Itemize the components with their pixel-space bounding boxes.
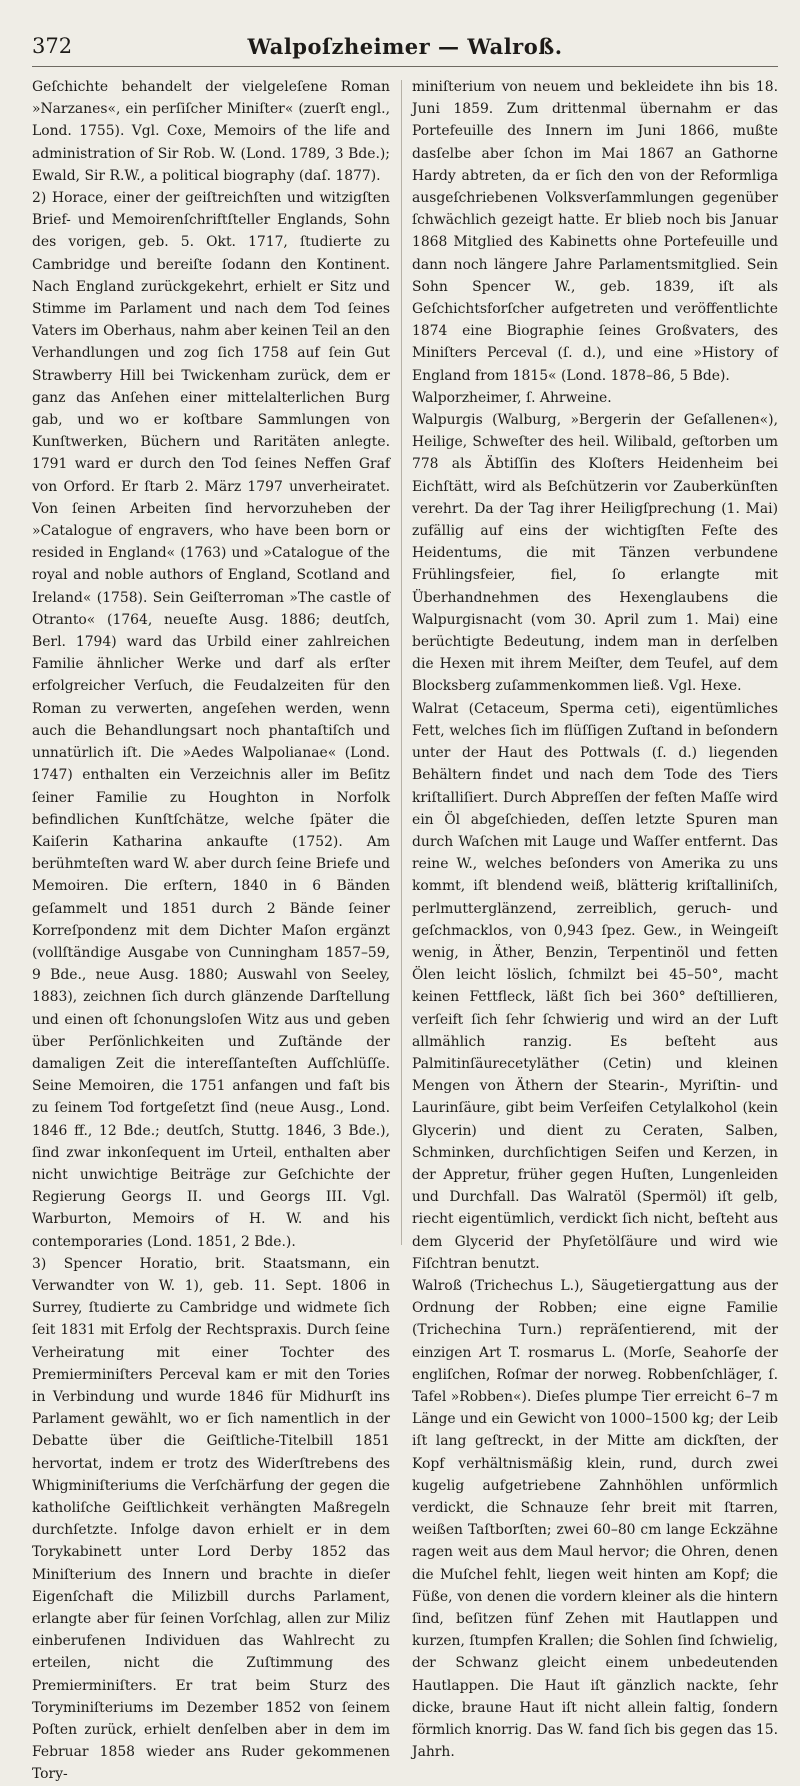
entry-paragraph: Geſchichte behandelt der vielgeleſene Roman »Narzanes«, ein perſiſcher Miniſter« (zuerſt engl., Lond. 1755). Vgl. Coxe, Memoirs of the life and administration of Sir Rob. W. (Lond. 1789, 3 Bde.); Ewald, Sir R.W., a political biography (daſ. 1877). — [32, 79, 390, 184]
left-column — [32, 76, 390, 1786]
right-column — [412, 76, 778, 1763]
entry-walpurgis: Walpurgis (Walburg, »Bergerin der Geſallenen«), Heilige, Schweſter des heil. Wilibald, geſtorben um 778 als Äbtiſſin des Kloſters Heidenheim bei Eichſtätt, wird als Beſchützerin vor Zauberkünſten verehrt. Da der Tag ihrer Heiligſprechung (1. Mai) zufällig auf eins der wichtigſten Feſte des Heidentums, die mit Tänzen verbundene Frühlingsfeier, fiel, ſo erlangte mit Überhandnehmen des Hexenglaubens die Walpurgisnacht (vom 30. April zum 1. Mai) eine berüchtigte Bedeutung, indem man in derſelben die Hexen mit ihrem Meiſter, dem Teufel, auf dem Blocksberg zuſammenkommen ließ. Vgl. Hexe. — [412, 412, 778, 695]
entry-walross: Walroß (Trichechus L.), Säugetiergattung aus der Ordnung der Robben; eine eigne Familie (Trichechina Turn.) repräſentierend, mit der einzigen Art T. rosmarus L. (Morſe, Seahorſe der engliſchen, Roſmar der norweg. Robbenſchläger, ſ. Tafel »Robben«). Dieſes plumpe Tier erreicht 6–7 m Länge und ein Gewicht von 1000–1500 kg; der Leib iſt lang geſtreckt, in der Mitte am dickſten, der Kopf verhältnismäßig klein, rund, durch zwei kugelig aufgetriebene Zahnhöhlen unförmlich verdickt, die Schnauze ſehr breit mit ſtarren, weißen Taſtborſten; zwei 60–80 cm lange Eckzähne ragen weit aus dem Maul hervor; die Ohren, denen die Muſchel fehlt, liegen weit hinten am Kopf; die Füße, von denen die vordern kleiner als die hintern ſind, beſitzen fünf Zehen mit Hautlappen und kurzen, ſtumpfen Krallen; die Sohlen ſind ſchwielig, der Schwanz gleicht einem unbedeutenden Hautlappen. Die Haut iſt gänzlich nackte, ſehr dicke, braune Haut iſt nicht allein faltig, ſondern förmlich knorrig. Das W. fand ſich bis gegen das 15. Jahrh. — [412, 1277, 778, 1761]
entry-paragraph: 2) Horace, einer der geiſtreichſten und witzigſten Brief- und Memoirenſchriftſteller Englands, Sohn des vorigen, geb. 5. Okt. 1717, ſtudierte zu Cambridge und bereiſte ſodann den Kontinent. Nach England zurückgekehrt, erhielt er Sitz und Stimme im Parlament und nach dem Tod ſeines Vaters im Oberhaus, nahm aber keinen Teil an den Verhandlungen und zog ſich 1758 auf ſein Gut Strawberry Hill bei Twickenham zurück, dem er ganz das Anſehen einer mittelalterlichen Burg gab, und wo er koſtbare Sammlungen von Kunſtwerken, Büchern und Raritäten anlegte. 1791 ward er durch den Tod ſeines Neffen Graf von Orford. Er ſtarb 2. März 1797 unverheiratet. Von ſeinen Arbeiten ſind hervorzuheben der »Catalogue of engravers, who have been born or resided in England« (1763) und »Catalogue of the royal and noble authors of England, Scotland and Ireland« (1758). Sein Geiſterroman »The castle of Otranto« (1764, neueſte Ausg. 1886; deutſch, Berl. 1794) ward das Urbild einer zahlreichen Familie ähnlicher Werke und darf als erſter erfolgreicher Verſuch, die Feudalzeiten für den Roman zu verwerten, angeſehen werden, wenn auch die Behandlungsart noch phantaſtiſch und unnatürlich iſt. Die »Aedes Walpolianae« (Lond. 1747) enthalten ein Verzeichnis aller im Beſitz ſeiner Familie zu Houghton in Norfolk befindlichen Kunſtſchätze, welche ſpäter die Kaiſerin Katharina ankaufte (1752). Am berühmteſten ward W. aber durch ſeine Briefe und Memoiren. Die erſtern, 1840 in 6 Bänden geſammelt und 1851 durch 2 Bände ſeiner Korreſpondenz mit dem Dichter Maſon ergänzt (vollſtändige Ausgabe von Cunningham 1857–59, 9 Bde., neue Ausg. 1880; Auswahl von Seeley, 1883), zeichnen ſich durch glänzende Darſtellung und einen oft ſchonungsloſen Witz aus und geben über Perſönlichkeiten und Zuſtände der damaligen Zeit die intereſſanteſten Aufſchlüſſe. Seine Memoiren, die 1751 anfangen und faſt bis zu ſeinem Tod fortgeſetzt ſind (neue Ausg., Lond. 1846 ff., 12 Bde.; deutſch, Stuttg. 1846, 3 Bde.), ſind zwar inkonſequent im Urteil, enthalten aber nicht unwichtige Beiträge zur Geſchichte der Regierung Georgs II. und Georgs III. Vgl. Warburton, Memoirs of H. W. and his contemporaries (Lond. 1851, 2 Bde.). — [32, 190, 390, 1250]
page-header — [32, 34, 778, 67]
column-divider — [401, 80, 402, 1245]
entry-walrat: Walrat (Cetaceum, Sperma ceti), eigentümliches Fett, welches ſich im flüſſigen Zuſtand in beſondern unter der Haut des Pottwals (ſ. d.) liegenden Behältern findet und nach dem Tode des Tiers kriſtalliſiert. Durch Abpreſſen der feſten Maſſe wird ein Öl abgeſchieden, deſſen letzte Spuren man durch Waſchen mit Lauge und Waſſer entfernt. Das reine W., welches beſonders von Amerika zu uns kommt, iſt blendend weiß, blätterig kriſtalliniſch, perlmutterglänzend, zerreiblich, geruch- und geſchmacklos, von 0,943 ſpez. Gew., in Weingeiſt wenig, in Äther, Benzin, Terpentinöl und fetten Ölen leicht löslich, ſchmilzt bei 45–50°, macht keinen Fettfleck, läßt ſich bei 360° deſtillieren, verſeift ſich ſehr ſchwierig und wird an der Luft allmählich ranzig. Es beſteht aus Palmitinſäurecetyläther (Cetin) und kleinen Mengen von Äthern der Stearin-, Myriſtin- und Laurinſäure, gibt beim Verſeifen Cetylalkohol (kein Glycerin) und dient zu Ceraten, Salben, Schminken, durchſichtigen Seifen und Kerzen, in der Appretur, früher gegen Huſten, Lungenleiden und Durchfall. Das Walratöl (Spermöl) iſt gelb, riecht eigentümlich, verdickt ſich nicht, beſteht aus dem Glycerid der Phyſetölſäure und wird wie Fiſchtran benutzt. — [412, 700, 778, 1272]
entry-paragraph: miniſterium von neuem und bekleidete ihn bis 18. Juni 1859. Zum drittenmal übernahm er das Portefeuille des Innern im Juni 1866, mußte dasſelbe aber ſchon im Mai 1867 an Gathorne Hardy abtreten, da er ſich den von der Reformliga ausgeſchriebenen Volksverſammlungen gegenüber ſchwächlich gezeigt hatte. Er blieb noch bis Januar 1868 Mitglied des Kabinetts ohne Portefeuille und dann noch längere Jahre Parlamentsmitglied. Sein Sohn Spencer W., geb. 1839, iſt als Geſchichtsforſcher aufgetreten und veröffentlichte 1874 eine Biographie ſeines Großvaters, des Miniſters Perceval (ſ. d.), und eine »History of England from 1815« (Lond. 1878–86, 5 Bde). — [412, 79, 778, 384]
entry-walporzheimer: Walporzheimer, ſ. Ahrweine. — [412, 389, 612, 406]
entry-paragraph: 3) Spencer Horatio, brit. Staatsmann, ein Verwandter von W. 1), geb. 11. Sept. 1806 in Surrey, ſtudierte zu Cambridge und widmete ſich ſeit 1831 mit Erfolg der Rechtspraxis. Durch ſeine Verheiratung mit einer Tochter des Premierminiſters Perceval kam er mit den Tories in Verbindung und wurde 1846 für Midhurſt ins Parlament gewählt, wo er ſich namentlich in der Debatte über die Geiſtliche-Titelbill 1851 hervortat, indem er trotz des Widerſtrebens des Whigminiſteriums die Verſchärfung der gegen die katholiſche Geiſtlichkeit verhängten Maßregeln durchſetzte. Infolge davon erhielt er in dem Torykabinett unter Lord Derby 1852 das Miniſterium des Innern und brachte in dieſer Eigenſchaft die Milizbill durchs Parlament, erlangte aber für ſeinen Vorſchlag, allen zur Miliz einberufenen Individuen das Wahlrecht zu erteilen, nicht die Zuſtimmung des Premierminiſters. Er trat beim Sturz des Toryminiſteriums im Dezember 1852 von ſeinem Poſten zurück, erhielt denſelben aber in dem im Februar 1858 wieder ans Ruder gekommenen Tory- — [32, 1255, 390, 1783]
running-head: Walpoſzheimer — Walroß. — [247, 34, 563, 59]
page-number: 372 — [32, 34, 73, 58]
